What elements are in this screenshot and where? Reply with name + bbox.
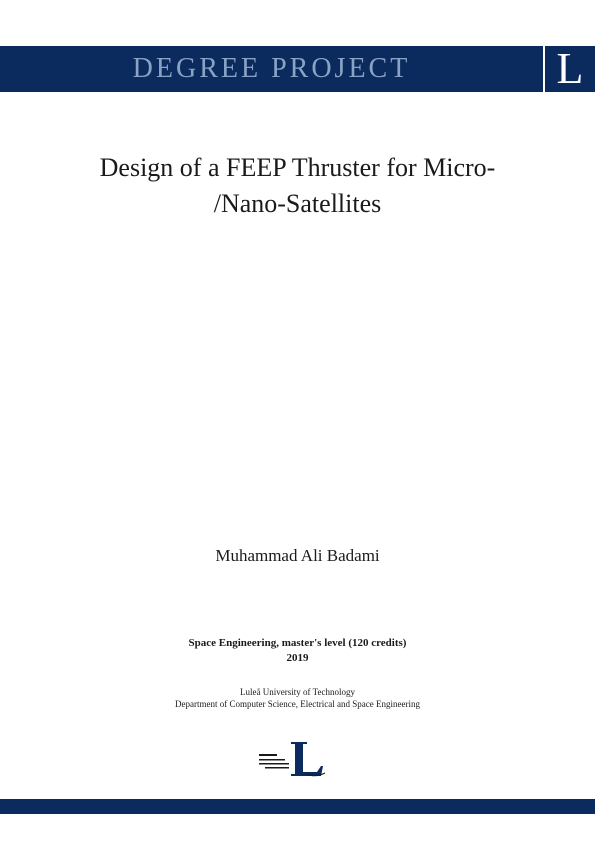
university-name: Luleå University of Technology [240, 687, 355, 697]
program-name: Space Engineering, master's level (120 credits) [188, 637, 407, 649]
university-seal-logo [255, 740, 335, 780]
thesis-title-line-2: /Nano-Satellites [213, 189, 382, 218]
author-name: Muhammad Ali Badami [215, 546, 380, 565]
department-name: Department of Computer Science, Electrical and Space Engineering [175, 699, 420, 709]
footer-banner [0, 799, 595, 814]
header-banner [0, 46, 595, 92]
program-year: 2019 [286, 652, 309, 664]
institution-info [0, 686, 595, 710]
university-logo: L [556, 44, 584, 93]
banner-title: DEGREE PROJECT [132, 53, 411, 84]
program-info [0, 636, 595, 666]
thesis-title [60, 150, 535, 222]
thesis-title-line-1: Design of a FEEP Thruster for Micro- [99, 153, 496, 182]
